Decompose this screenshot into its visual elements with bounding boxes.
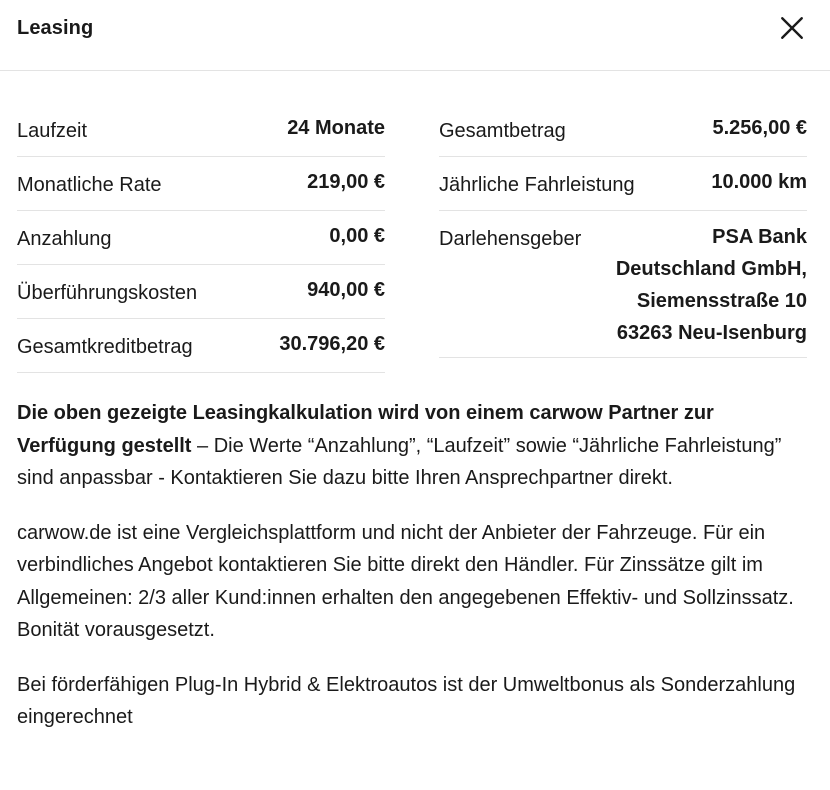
close-button[interactable] [778,14,806,42]
info-text: carwow.de ist eine Vergleichsplattform und nicht der Anbieter der Fahrzeuge. Für ein verbindliches Angebot kontaktieren Sie bitte direkt den Händler. Für Zinssätze gilt im Allgemeinen: 2/3 aller Kund:innen erhalten den angegebenen Effektiv- und Sollzinssatz. Bonität vorausgesetzt. [17,521,794,641]
detail-row-laufzeit [17,105,385,157]
modal-title: Leasing [17,16,94,39]
disclaimer-bold: Die oben gezeigte Leasingkalkulation wird von einem carwow Partner zur Verfügung gestellt [17,402,714,457]
detail-label: Überführungskosten [17,282,198,304]
detail-label: Jährliche Fahrleistung [439,174,635,196]
detail-row-jaehrliche-fahrleistung [439,157,807,211]
detail-label: Anzahlung [17,228,112,250]
detail-row-darlehensgeber [439,211,807,358]
detail-value: 0,00 € [329,225,385,247]
detail-value: 10.000 km [711,171,807,193]
detail-value: 24 Monate [287,117,385,139]
details-left-column [17,105,385,373]
detail-label: Gesamtbetrag [439,120,566,142]
disclaimer-text [17,397,807,495]
detail-row-gesamtbetrag [439,105,807,157]
detail-value: 5.256,00 € [712,117,807,139]
close-icon [779,15,805,41]
details-grid [17,105,807,373]
modal-content [0,71,830,734]
detail-label: Laufzeit [17,120,88,142]
detail-row-gesamtkreditbetrag [17,319,385,373]
detail-row-monatliche-rate [17,157,385,211]
detail-value: PSA Bank Deutschland GmbH, Siemensstraße 10 63263 Neu-Isenburg [615,226,807,344]
detail-value: 219,00 € [307,171,385,193]
detail-row-ueberfuehrungskosten [17,265,385,319]
detail-value: 940,00 € [307,279,385,301]
detail-label: Monatliche Rate [17,174,162,196]
details-right-column [439,105,807,373]
disclaimer-rest: – Die Werte “Anzahlung”, “Laufzeit” sowie “Jährliche Fahrleistung” sind anpassbar - Kontaktieren Sie dazu bitte Ihren Ansprechpartner direkt. [17,434,782,489]
detail-value: 30.796,20 € [279,333,385,355]
detail-label: Darlehensgeber [439,228,582,250]
detail-row-anzahlung [17,211,385,265]
detail-label: Gesamtkreditbetrag [17,336,193,358]
modal-header [0,0,830,71]
bonus-text: Bei förderfähigen Plug-In Hybrid & Elektroautos ist der Umweltbonus als Sonderzahlung eingerechnet [17,673,796,728]
